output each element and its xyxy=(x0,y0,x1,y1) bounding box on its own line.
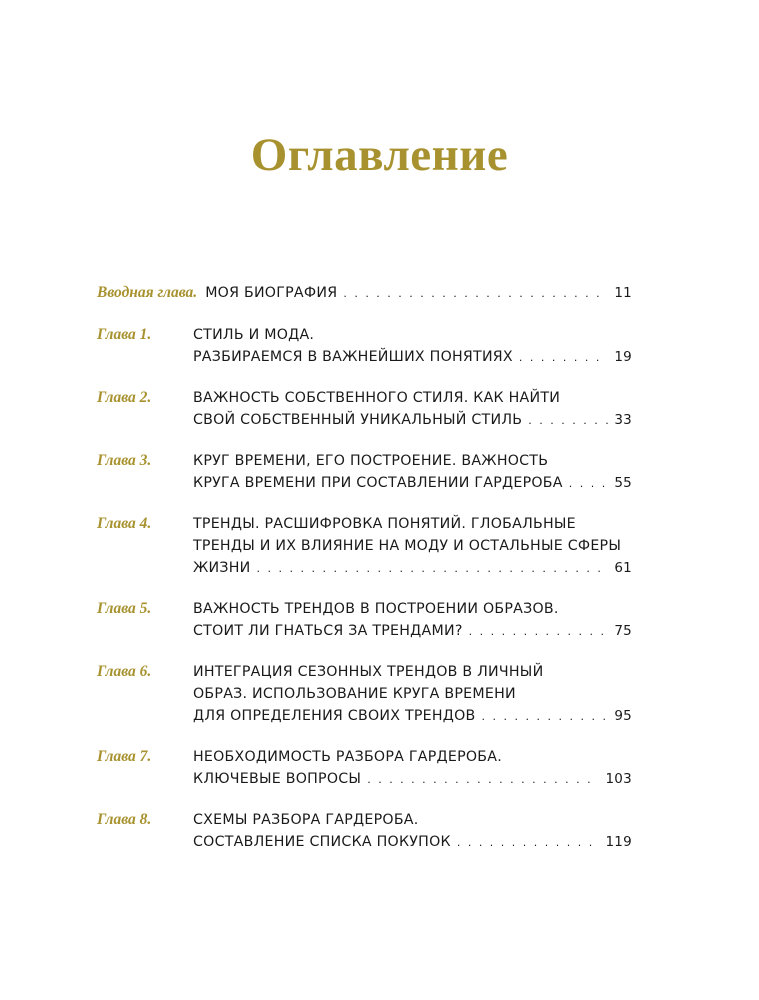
toc-line-text: ДЛЯ ОПРЕДЕЛЕНИЯ СВОИХ ТРЕНДОВ xyxy=(193,708,476,724)
toc-line xyxy=(193,746,632,768)
toc-entry-chapter-1[interactable] xyxy=(97,324,632,369)
toc-line-text: СВОЙ СОБСТВЕННЫЙ УНИКАЛЬНЫЙ СТИЛЬ xyxy=(193,412,523,428)
toc-entry-chapter-5[interactable] xyxy=(97,598,632,643)
toc-entry-text xyxy=(193,513,632,580)
page-number: 55 xyxy=(614,475,632,491)
toc-line-text: ЖИЗНИ xyxy=(193,560,251,576)
toc-line xyxy=(193,661,632,683)
toc-entry-text xyxy=(193,324,632,369)
toc-line-text: КРУГА ВРЕМЕНИ ПРИ СОСТАВЛЕНИИ ГАРДЕРОБА xyxy=(193,475,563,491)
toc-line xyxy=(193,768,632,791)
page-number: 103 xyxy=(605,771,632,787)
toc-line-text: МОЯ БИОГРАФИЯ xyxy=(205,285,338,301)
dot-leader xyxy=(457,832,600,854)
toc-line xyxy=(193,513,632,535)
toc-entry-chapter-4[interactable] xyxy=(97,513,632,580)
toc-entry-label: Глава 3. xyxy=(97,452,152,469)
toc-entry-text xyxy=(193,746,632,791)
toc-entry-label: Глава 1. xyxy=(97,326,152,343)
toc-entry-label: Глава 5. xyxy=(97,600,152,617)
toc-line xyxy=(193,557,632,580)
toc-line-text: ТРЕНДЫ И ИХ ВЛИЯНИЕ НА МОДУ И ОСТАЛЬНЫЕ СФЕРЫ xyxy=(193,538,622,554)
toc-line xyxy=(193,809,632,831)
toc-line xyxy=(193,831,632,854)
toc-entry-chapter-3[interactable] xyxy=(97,450,632,495)
page-number: 19 xyxy=(614,349,632,365)
toc-entry-intro[interactable] xyxy=(97,282,632,305)
toc-line-text: ИНТЕГРАЦИЯ СЕЗОННЫХ ТРЕНДОВ В ЛИЧНЫЙ xyxy=(193,664,544,680)
toc-line-text: ТРЕНДЫ. РАСШИФРОВКА ПОНЯТИЙ. ГЛОБАЛЬНЫЕ xyxy=(193,516,576,532)
toc-line xyxy=(193,387,632,409)
toc-line xyxy=(193,620,632,643)
page-number: 95 xyxy=(614,708,632,724)
toc-entry-label: Глава 6. xyxy=(97,663,152,680)
toc-line-text: КЛЮЧЕВЫЕ ВОПРОСЫ xyxy=(193,771,362,787)
toc-line xyxy=(193,598,632,620)
toc-line xyxy=(193,409,632,432)
toc-entry-label: Глава 7. xyxy=(97,748,152,765)
toc-line-text: СТИЛЬ И МОДА. xyxy=(193,327,315,343)
dot-leader xyxy=(469,621,609,643)
page-title: Оглавление xyxy=(250,129,509,181)
dot-leader xyxy=(367,769,599,791)
toc-entry-label: Глава 8. xyxy=(97,811,152,828)
toc-entry-text xyxy=(193,450,632,495)
dot-leader xyxy=(482,706,609,728)
toc-line-text: СОСТАВЛЕНИЕ СПИСКА ПОКУПОК xyxy=(193,834,451,850)
toc-line-text: ОБРАЗ. ИСПОЛЬЗОВАНИЕ КРУГА ВРЕМЕНИ xyxy=(193,686,516,702)
dot-leader xyxy=(519,347,608,369)
dot-leader xyxy=(528,410,608,432)
dot-leader xyxy=(569,473,609,495)
toc-line-text: РАЗБИРАЕМСЯ В ВАЖНЕЙШИХ ПОНЯТИЯХ xyxy=(193,349,513,365)
toc-entry-chapter-6[interactable] xyxy=(97,661,632,728)
toc-line-text: ВАЖНОСТЬ СОБСТВЕННОГО СТИЛЯ. КАК НАЙТИ xyxy=(193,390,561,406)
dot-leader xyxy=(343,283,608,305)
toc-entry-chapter-7[interactable] xyxy=(97,746,632,791)
toc-line-text: СТОИТ ЛИ ГНАТЬСЯ ЗА ТРЕНДАМИ? xyxy=(193,623,463,639)
page-number: 75 xyxy=(614,623,632,639)
toc-line-text: СХЕМЫ РАЗБОРА ГАРДЕРОБА. xyxy=(193,812,419,828)
toc-line xyxy=(193,705,632,728)
toc-entry-chapter-2[interactable] xyxy=(97,387,632,432)
toc-line-text: ВАЖНОСТЬ ТРЕНДОВ В ПОСТРОЕНИИ ОБРАЗОВ. xyxy=(193,601,559,617)
toc-entry-text xyxy=(193,387,632,432)
page-number: 11 xyxy=(614,285,632,301)
page-number: 119 xyxy=(605,834,632,850)
toc-entry-text xyxy=(193,809,632,854)
toc-entry-label: Вводная глава. xyxy=(97,284,198,301)
page-number: 33 xyxy=(614,412,632,428)
toc-entry-label: Глава 4. xyxy=(97,515,152,532)
toc-line xyxy=(193,683,632,705)
dot-leader xyxy=(257,558,609,580)
page-number: 61 xyxy=(614,560,632,576)
toc-line xyxy=(193,346,632,369)
toc-line xyxy=(193,450,632,472)
toc-entry-chapter-8[interactable] xyxy=(97,809,632,854)
toc-line xyxy=(193,472,632,495)
toc-line-text: НЕОБХОДИМОСТЬ РАЗБОРА ГАРДЕРОБА. xyxy=(193,749,502,765)
toc-line xyxy=(193,324,632,346)
toc-line xyxy=(205,282,632,305)
toc-line xyxy=(193,535,632,557)
toc-entry-text xyxy=(205,282,632,305)
table-of-contents xyxy=(97,282,632,854)
toc-entry-text xyxy=(193,598,632,643)
toc-entry-text xyxy=(193,661,632,728)
toc-entry-label: Глава 2. xyxy=(97,389,152,406)
toc-line-text: КРУГ ВРЕМЕНИ, ЕГО ПОСТРОЕНИЕ. ВАЖНОСТЬ xyxy=(193,453,549,469)
